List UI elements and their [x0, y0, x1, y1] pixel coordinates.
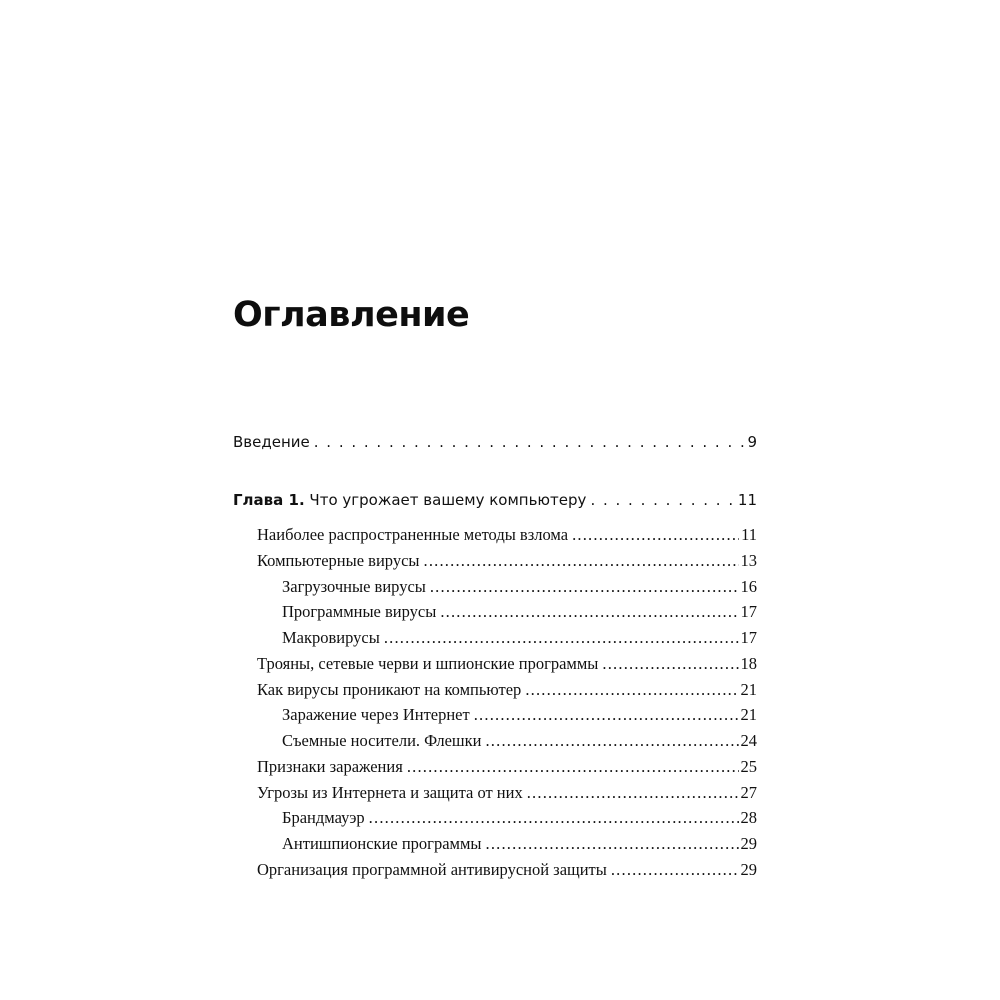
toc-entry-page: 25 [740, 756, 757, 776]
toc-entry-label: Макровирусы [282, 628, 380, 647]
dot-leader [424, 549, 739, 573]
toc-entry[interactable] [257, 652, 757, 676]
toc-entry-label: Съемные носители. Флешки [282, 731, 482, 750]
toc-entry-label: Антишпионские программы [282, 834, 482, 853]
dot-leader [430, 575, 739, 599]
toc-entry-page: 27 [740, 782, 757, 802]
toc-entry-label: Введение [233, 433, 310, 451]
toc-entry-label: Признаки заражения [257, 756, 403, 776]
toc-entry[interactable] [282, 600, 757, 624]
dot-leader [474, 703, 739, 727]
toc-entry-page: 18 [740, 653, 757, 673]
dot-leader [572, 523, 739, 547]
toc-entry-page: 21 [740, 705, 757, 725]
dot-leader [602, 652, 738, 676]
toc-entry[interactable] [282, 729, 757, 753]
toc-entry[interactable] [257, 523, 757, 547]
toc-entry-page: 28 [740, 808, 757, 828]
toc-entry-page: 9 [747, 433, 757, 451]
chapter-number: Глава 1. [233, 491, 305, 509]
toc-entry-page: 13 [740, 550, 757, 570]
toc-entry-page: 29 [740, 859, 757, 879]
toc-entry[interactable] [257, 755, 757, 779]
toc-entry[interactable] [282, 703, 757, 727]
toc-entry-label: Заражение через Интернет [282, 705, 470, 725]
toc-entry[interactable] [282, 575, 757, 599]
toc-entry-page: 11 [741, 525, 757, 544]
page-title: Оглавление [233, 295, 470, 335]
dot-leader [485, 729, 738, 753]
toc-entry[interactable] [282, 806, 757, 830]
toc-entry[interactable] [257, 858, 757, 882]
dot-leader [527, 781, 739, 805]
toc-entry-chapter-1[interactable] [233, 488, 757, 512]
dot-leader [407, 755, 739, 779]
dot-leader [590, 488, 735, 512]
toc-entry-label: Трояны, сетевые черви и шпионские программы [257, 653, 599, 673]
toc-entry-introduction[interactable] [233, 430, 757, 454]
dot-leader [611, 858, 739, 882]
toc-entry[interactable] [257, 549, 757, 573]
chapter-title: Что угрожает вашему компьютеру [309, 491, 587, 509]
toc-entry-label: Организация программной антивирусной защиты [257, 859, 607, 879]
toc-entry-label: Наиболее распространенные методы взлома [257, 525, 569, 544]
dot-leader [314, 430, 746, 454]
toc-entry-label: Угрозы из Интернета и защита от них [257, 782, 523, 802]
toc-entry-page: 21 [740, 679, 757, 699]
toc-entry[interactable] [257, 678, 757, 702]
dot-leader [440, 600, 738, 624]
toc-entry-page: 17 [740, 602, 757, 622]
toc-entry-label: Компьютерные вирусы [257, 550, 420, 570]
toc-entry-page: 11 [737, 491, 757, 509]
toc-entry-label: Загрузочные вирусы [282, 576, 426, 596]
toc-entry-page: 17 [740, 628, 757, 647]
toc-entry-page: 29 [740, 834, 757, 853]
toc-entry[interactable] [282, 626, 757, 650]
toc-entry-page: 24 [740, 731, 757, 750]
dot-leader [486, 832, 739, 856]
dot-leader [525, 678, 738, 702]
dot-leader [384, 626, 739, 650]
toc-entry[interactable] [257, 781, 757, 805]
toc-entry-label: Брандмауэр [282, 808, 365, 828]
toc-entry-label: Программные вирусы [282, 602, 437, 622]
toc-entry-page: 16 [740, 576, 757, 596]
toc-entry[interactable] [282, 832, 757, 856]
dot-leader [369, 806, 739, 830]
toc-entry-label: Как вирусы проникают на компьютер [257, 679, 522, 699]
